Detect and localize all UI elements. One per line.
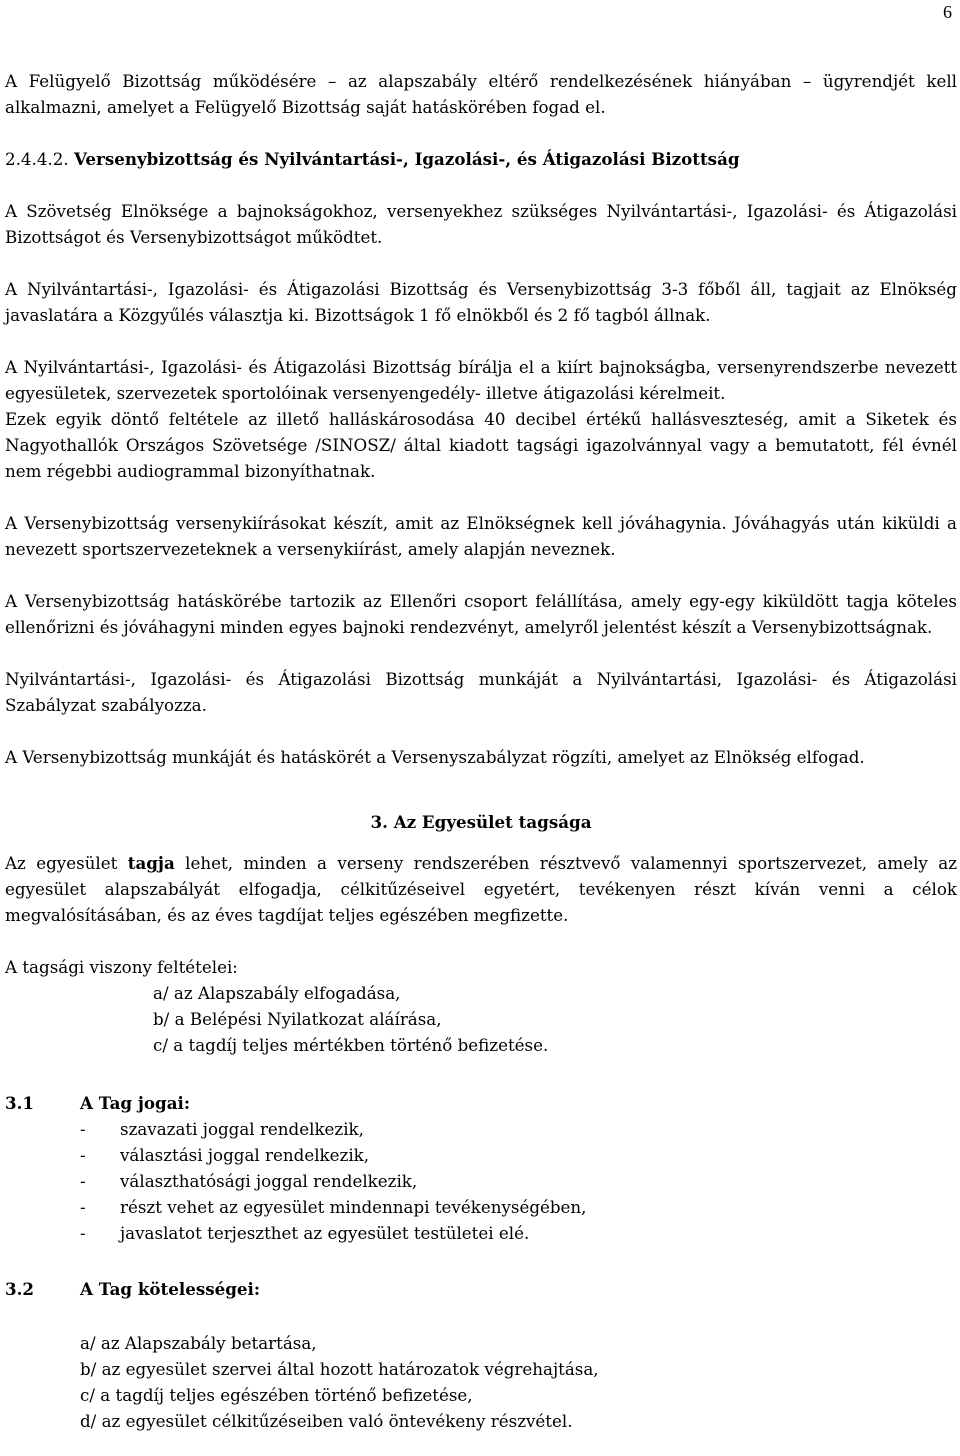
list-item-text: szavazati joggal rendelkezik, [120, 1119, 364, 1139]
dash-bullet: - [80, 1223, 86, 1243]
list-item-text: választhatósági joggal rendelkezik, [120, 1171, 418, 1191]
dash-bullet: - [80, 1197, 86, 1217]
list-item [80, 1116, 957, 1142]
paragraph-szabalyzat: Nyilvántartási-, Igazolási- és Átigazolási Bizottság munkáját a Nyilvántartási, Igazolási- és Átigazolási Szabályzat szabályozza. [5, 669, 957, 715]
section-title: A Tag kötelességei: [80, 1279, 261, 1299]
section-3-2-heading [5, 1276, 957, 1302]
paragraph-versenyszabalyzat: A Versenybizottság munkáját és hatáskörét a Versenyszabályzat rögzíti, amelyet az Elnökség elfogad. [5, 747, 865, 767]
conditions-list [5, 980, 957, 1058]
dash-bullet: - [80, 1119, 86, 1139]
list-item: c/ a tagdíj teljes egészében történő befizetése, [80, 1385, 473, 1405]
list-item [80, 1220, 957, 1246]
list-item: a/ az Alapszabály betartása, [80, 1333, 317, 1353]
dash-bullet: - [80, 1171, 86, 1191]
list-item-text: javaslatot terjeszthet az egyesület testületei elé. [120, 1223, 530, 1243]
list-item: b/ az egyesület szervei által hozott határozatok végrehajtása, [80, 1359, 599, 1379]
document-page [5, 68, 957, 1434]
duties-list [5, 1330, 957, 1434]
section-number: 3.1 [5, 1093, 35, 1113]
paragraph-ellenori: A Versenybizottság hatáskörébe tartozik az Ellenőri csoport felállítása, amely egy-egy kiküldött tagja köteles ellenőrizni és jóváhagyni minden egyes bajnoki rendezvényt, amelyről jelentést készít a Versenybizottságnak. [5, 591, 957, 637]
membership-text-after: lehet, minden a verseny rendszerében résztvevő valamennyi sportszervezet, amely az egyesület alapszabályát elfogadja, célkitűzéseivel egyetért, tevékenyen részt kíván venni a célok megvalósításában, és az éves tagdíjat teljes egészében megfizette. [5, 853, 957, 925]
list-item [80, 1168, 957, 1194]
list-item [80, 1142, 957, 1168]
section-number: 2.4.4.2. [5, 149, 69, 169]
paragraph-elnokseg: A Szövetség Elnöksége a bajnokságokhoz, versenyekhez szükséges Nyilvántartási-, Igazolási- és Átigazolási Bizottságot és Versenybizottságot működtet. [5, 201, 957, 247]
paragraph-versenykiiras: A Versenybizottság versenykiírásokat készít, amit az Elnökségnek kell jóváhagynia. Jóváhagyás után kiküldi a nevezett sportszervezeteknek a versenykiírást, amely alapján neveznek. [5, 513, 957, 559]
paragraph-review: A Nyilvántartási-, Igazolási- és Átigazolási Bizottság bírálja el a kiírt bajnokságba, versenyrendszerbe nevezett egyesületek, szervezetek sportolóinak versenyengedély- illetve átigazolási kérelmeit. [5, 357, 957, 403]
list-item: c/ a tagdíj teljes mértékben történő befizetése. [153, 1035, 549, 1055]
membership-paragraph [5, 850, 957, 928]
page-number: 6 [943, 2, 952, 22]
list-item: a/ az Alapszabály elfogadása, [153, 983, 401, 1003]
membership-bold-term: tagja [127, 853, 175, 873]
list-item-text: részt vehet az egyesület mindennapi tevékenységében, [120, 1197, 587, 1217]
conditions-intro: A tagsági viszony feltételei: [5, 957, 238, 977]
membership-text-before: Az egyesület [5, 853, 128, 873]
section-title: Versenybizottság és Nyilvántartási-, Igazolási-, és Átigazolási Bizottság [74, 149, 740, 169]
section-number: 3.2 [5, 1279, 35, 1299]
section-3-1-heading [5, 1090, 957, 1116]
paragraph-composition: A Nyilvántartási-, Igazolási- és Átigazolási Bizottság és Versenybizottság 3-3 főből áll, tagjait az Elnökség javaslatára a Közgyűlés választja ki. Bizottságok 1 fő elnökből és 2 fő tagból állnak. [5, 279, 957, 325]
paragraph-condition: Ezek egyik döntő feltétele az illető halláskárosodása 40 decibel értékű hallásveszteség, amit a Siketek és Nagyothallók Országos Szövetsége /SINOSZ/ által kiadott tagsági igazolvánnyal vagy a bemutatott, fél évnél nem régebbi audiogrammal bizonyíthatnak. [5, 409, 957, 481]
section-heading-2-4-4-2 [5, 146, 957, 172]
intro-paragraph: A Felügyelő Bizottság működésére – az alapszabály eltérő rendelkezésének hiányában – ügyrendjét kell alkalmazni, amelyet a Felügyelő Bizottság saját hatáskörében fogad el. [5, 71, 957, 117]
list-item-text: választási joggal rendelkezik, [120, 1145, 370, 1165]
list-item: d/ az egyesület célkitűzéseiben való öntevékeny részvétel. [80, 1411, 573, 1431]
list-item [80, 1194, 957, 1220]
dash-bullet: - [80, 1145, 86, 1165]
rights-list [5, 1116, 957, 1246]
section-3-heading: 3. Az Egyesület tagsága [370, 812, 592, 832]
list-item: b/ a Belépési Nyilatkozat aláírása, [153, 1009, 442, 1029]
section-title: A Tag jogai: [80, 1093, 191, 1113]
